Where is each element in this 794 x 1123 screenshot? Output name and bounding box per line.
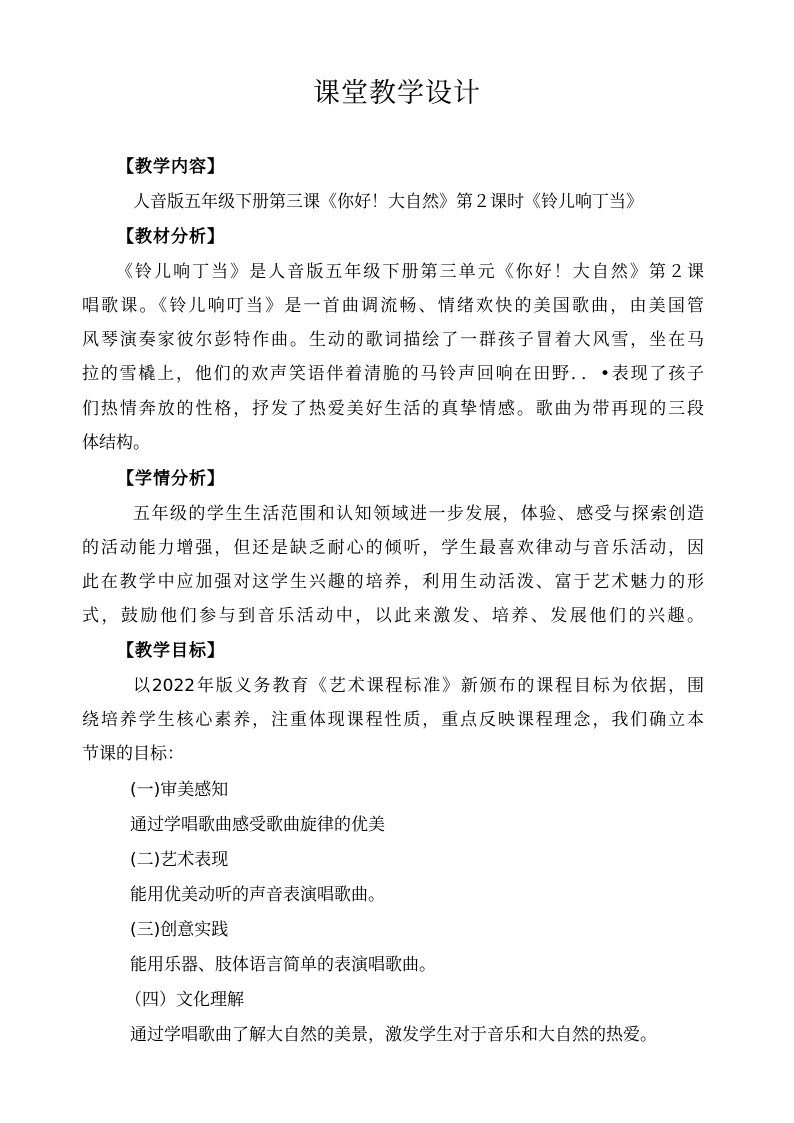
goal-item-text: 能用优美动听的声音表演唱歌曲。 [130, 885, 385, 905]
goal-item-label: (二)艺术表现 [130, 850, 229, 870]
material-analysis-line-4: 拉的雪橇上，他们的欢声笑语伴着清脆的马铃声回响在田野．．•表现了孩子 [82, 364, 704, 384]
material-analysis-line-3: 风琴演奏家彼尔彭特作曲。生动的歌词描绘了一群孩子冒着大风雪，坐在马 [82, 330, 704, 350]
goal-item-label: （四）文化理解 [125, 990, 244, 1010]
heading-material-analysis: 【教材分析】 [117, 227, 225, 247]
material-analysis-line-1: 《铃儿响丁当》是人音版五年级下册第三单元《你好！大自然》第２课 [116, 262, 704, 282]
goal-item-text: 通过学唱歌曲感受歌曲旋律的优美 [130, 815, 385, 835]
goal-item-text: 能用乐器、肢体语言简单的表演唱歌曲。 [130, 955, 436, 975]
heading-teaching-goals: 【教学目标】 [117, 641, 225, 661]
teaching-goals-line-3: 节课的目标： [82, 744, 184, 764]
teaching-content-text: 人音版五年级下册第三课《你好！大自然》第２课时《铃儿响丁当》 [133, 192, 643, 212]
heading-teaching-content: 【教学内容】 [117, 157, 225, 177]
teaching-goals-line-2: 绕培养学生核心素养，注重体现课程性质，重点反映课程理念，我们确立本 [82, 710, 704, 730]
page-title: 课堂教学设计 [313, 78, 481, 109]
learner-analysis-line-3: 此在教学中应加强对这学生兴趣的培养，利用生动活泼、富于艺术魅力的形 [82, 572, 704, 592]
goal-item-label: (三)创意实践 [130, 920, 229, 940]
teaching-goals-line-1: 以2022年版义务教育《艺术课程标准》新颁布的课程目标为依据，围 [133, 676, 704, 696]
material-analysis-line-5: 们热情奔放的性格，抒发了热爱美好生活的真挚情感。歌曲为带再现的三段 [82, 399, 704, 419]
goal-item-text: 通过学唱歌曲了解大自然的美景，激发学生对于音乐和大自然的热爱。 [130, 1025, 657, 1045]
goal-item-label: (一)审美感知 [130, 780, 229, 800]
material-analysis-line-2: 唱歌课。《铃儿响叮当》是一首曲调流畅、情绪欢快的美国歌曲，由美国管 [82, 296, 704, 316]
learner-analysis-line-4: 式，鼓励他们参与到音乐活动中，以此来激发、培养、发展他们的兴趣。 [82, 606, 704, 626]
material-analysis-line-6: 体结构。 [82, 433, 150, 453]
heading-learner-analysis: 【学情分析】 [117, 469, 225, 489]
learner-analysis-line-1: 五年级的学生生活范围和认知领域进一步发展，体验、感受与探索创造 [133, 504, 704, 524]
learner-analysis-line-2: 的活动能力增强，但还是缺乏耐心的倾听，学生最喜欢律动与音乐活动，因 [82, 538, 704, 558]
